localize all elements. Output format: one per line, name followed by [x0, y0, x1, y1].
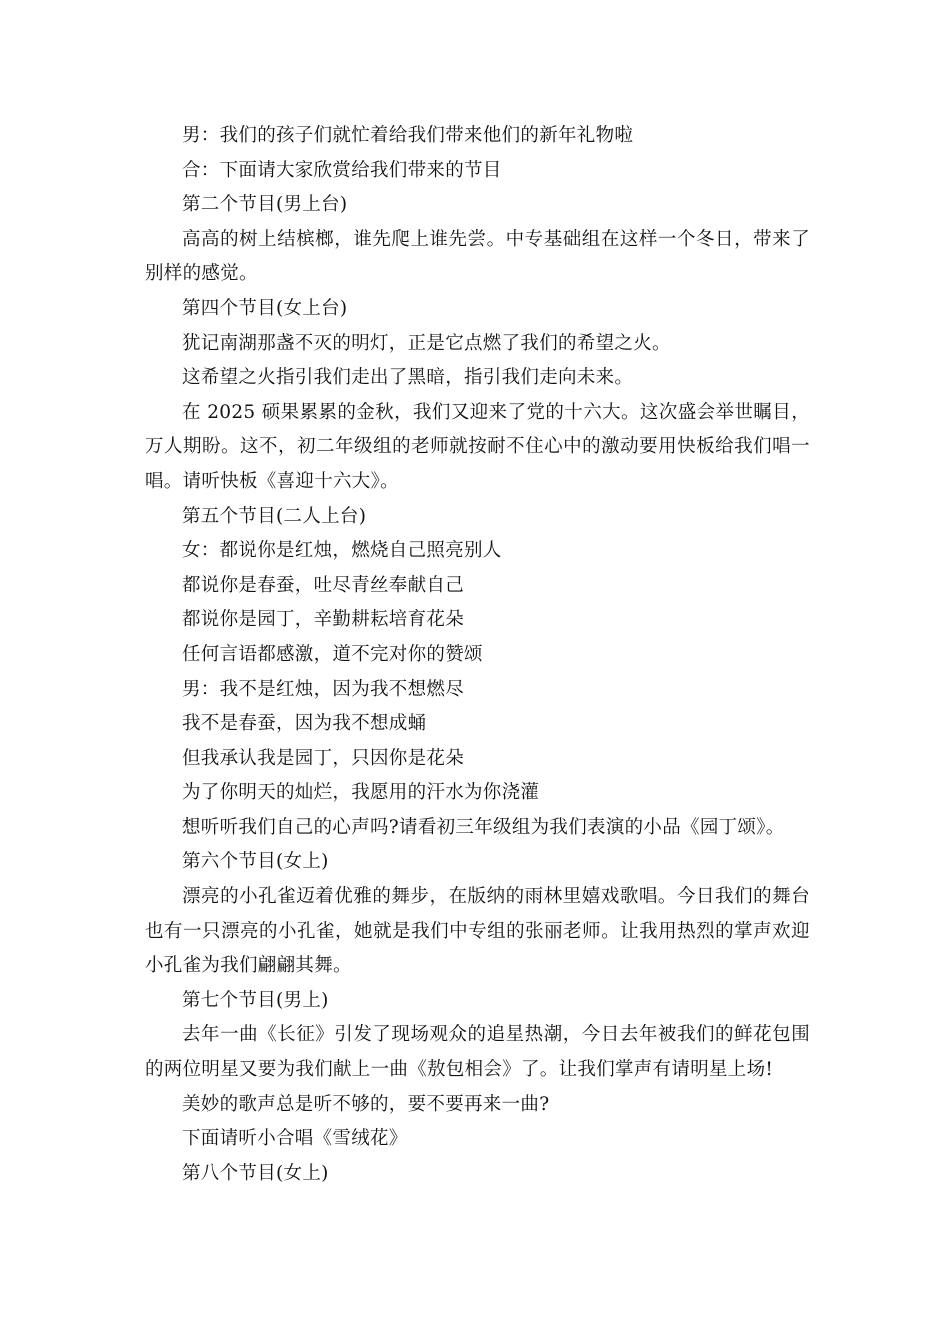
paragraph: 我不是春蚕，因为我不想成蛹: [182, 713, 427, 735]
paragraph: 在 2025 硕果累累的金秋，我们又迎来了党的十六大。这次盛会举世瞩目，万人期盼。这不，初二年级组的老师就按耐不住心中的激动要用快板给我们唱一唱。请听快板《喜迎十六大》。: [145, 401, 810, 492]
paragraph: 高高的树上结槟榔，谁先爬上谁先尝。中专基础组在这样一个冬日，带来了别样的感觉。: [145, 228, 810, 285]
paragraph: 合：下面请大家欣赏给我们带来的节目: [182, 159, 502, 181]
paragraph: 但我承认我是园丁，只因你是花朵: [182, 747, 465, 769]
paragraph: 第五个节目(二人上台): [182, 505, 367, 527]
paragraph: 第七个节目(男上): [182, 989, 329, 1011]
document-page: [145, 119, 810, 1191]
paragraph: 男：我们的孩子们就忙着给我们带来他们的新年礼物啦: [182, 125, 634, 146]
paragraph: 下面请听小合唱《雪绒花》: [182, 1128, 408, 1150]
paragraph: 任何言语都感激，道不完对你的赞颂: [182, 643, 483, 665]
paragraph: 女：都说你是红烛，燃烧自己照亮别人: [182, 540, 502, 562]
paragraph: 犹记南湖那盏不灭的明灯，正是它点燃了我们的希望之火。: [182, 332, 671, 354]
paragraph: 漂亮的小孔雀迈着优雅的舞步，在版纳的雨林里嬉戏歌唱。今日我们的舞台也有一只漂亮的小孔雀，她就是我们中专组的张丽老师。让我用热烈的掌声欢迎小孔雀为我们翩翩其舞。: [145, 886, 810, 977]
paragraph: 男：我不是红烛，因为我不想燃尽: [182, 678, 465, 700]
paragraph: 第六个节目(女上): [182, 851, 329, 873]
paragraph: 第二个节目(男上台): [182, 194, 348, 216]
paragraph: 第四个节目(女上台): [182, 297, 348, 319]
paragraph: 这希望之火指引我们走出了黑暗，指引我们走向未来。: [182, 367, 634, 389]
paragraph: 去年一曲《长征》引发了现场观众的追星热潮，今日去年被我们的鲜花包围的两位明星又要为我们献上一曲《敖包相会》了。让我们掌声有请明星上场!: [145, 1024, 810, 1081]
paragraph: 美妙的歌声总是听不够的，要不要再来一曲?: [182, 1093, 550, 1115]
paragraph: 第八个节目(女上): [182, 1162, 329, 1184]
paragraph: 都说你是春蚕，吐尽青丝奉献自己: [182, 574, 465, 596]
paragraph: 想听听我们自己的心声吗?请看初三年级组为我们表演的小品《园丁颂》。: [182, 816, 785, 838]
paragraph: 为了你明天的灿烂，我愿用的汗水为你浇灌: [182, 782, 540, 804]
paragraph: 都说你是园丁，辛勤耕耘培育花朵: [182, 609, 465, 631]
